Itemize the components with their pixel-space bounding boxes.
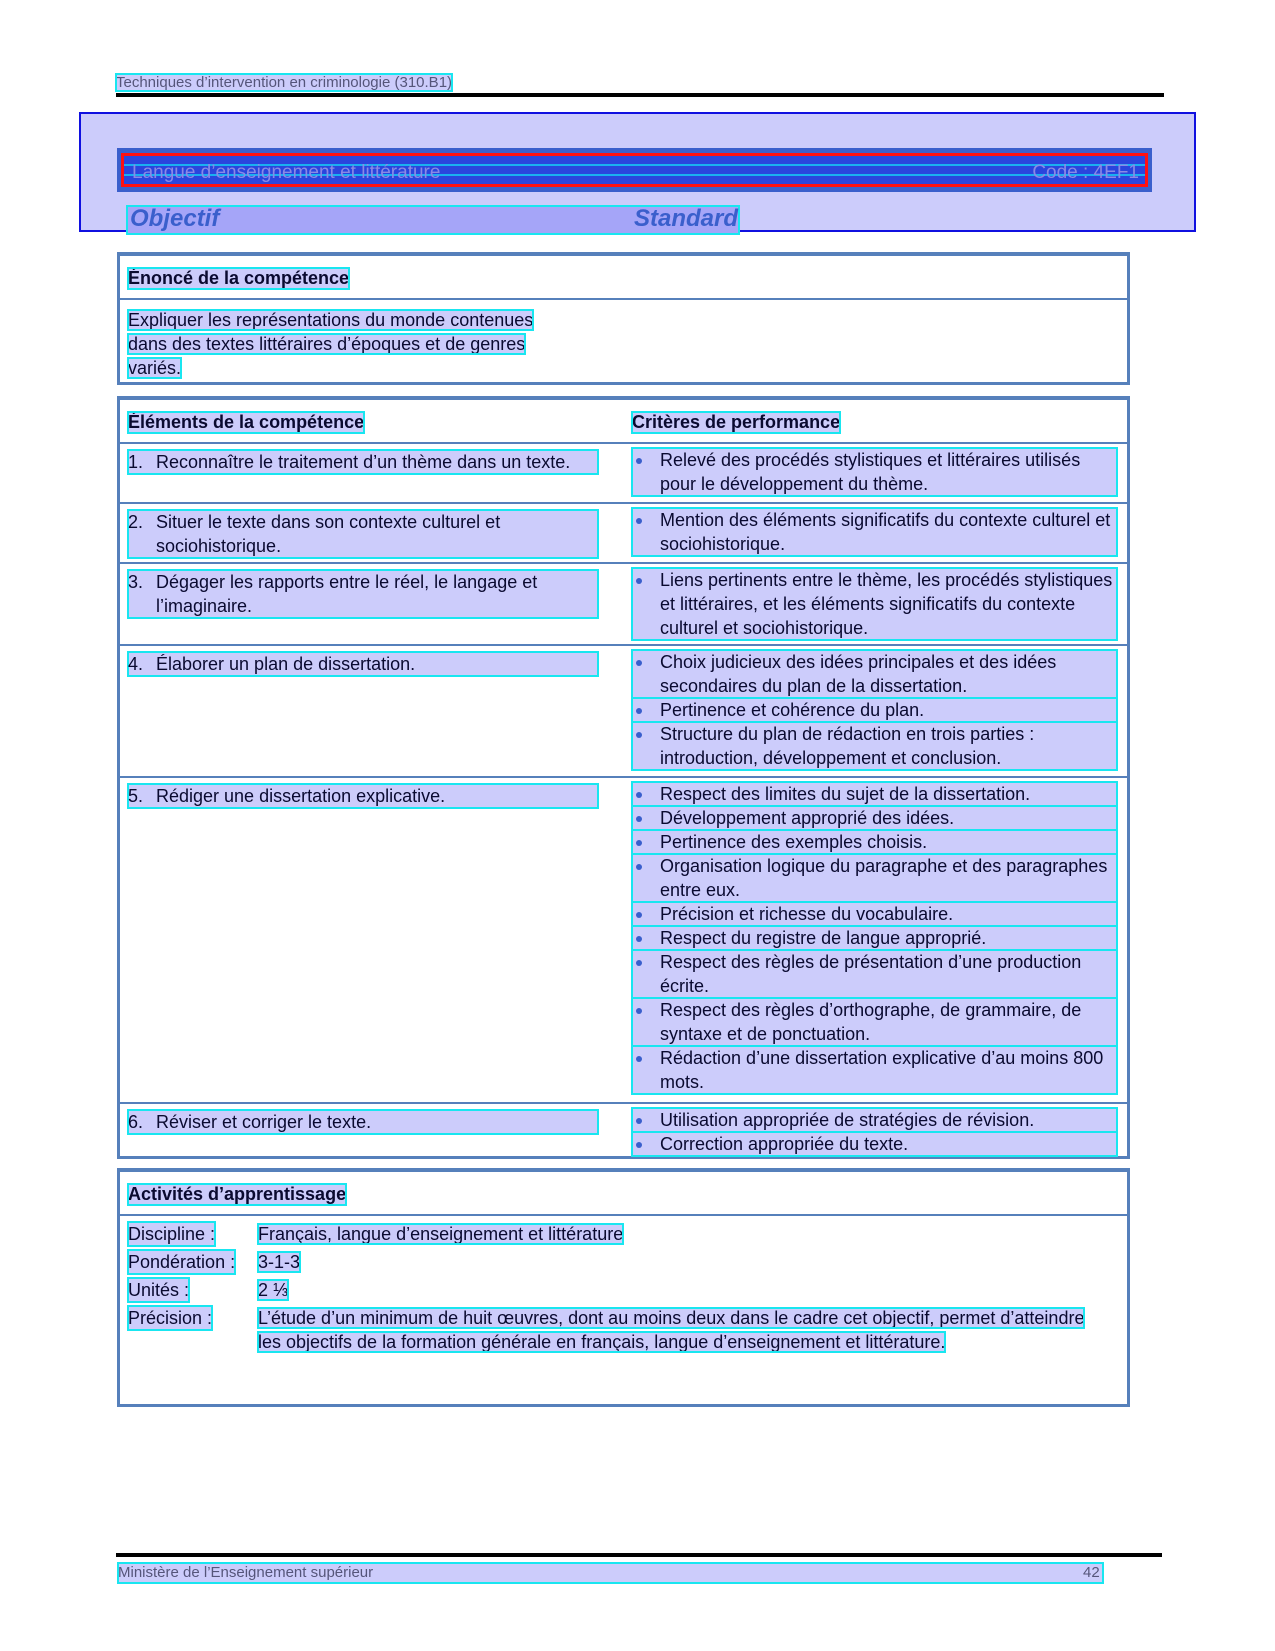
bullet-icon [636,912,642,918]
bullet-icon [636,1056,642,1062]
table-row: 4. Élaborer un plan de dissertation. Choix judicieux des idées principales et des idées secondaires du plan de la dissertation. Pertinence et cohérence du plan. Structure du plan de rédaction en trois parties : introduction, développement et conclusion. [120,644,1127,776]
bullet-icon [636,708,642,714]
bullet-icon [636,792,642,798]
table-row: 5. Rédiger une dissertation explicative. Respect des limites du sujet de la dissertation. Développement approprié des idées. Pertinence des exemples choisis. Organisation logique du paragraphe et des paragraphes entre eux. Précision et richesse du vocabulaire. Respect du registre de langue approprié. Respect des règles de présentation d’une production écrite. Respect des règles d’orthographe, de grammaire, de syntaxe et de ponctuation. Rédaction d’une dissertation explicative d’au moins 800 mots. [120,776,1127,1102]
running-header-program: Techniques d’intervention en criminologie (310.B1) [116,74,453,91]
activity-row-discipline: Discipline : Français, langue d’enseignement et littérature [128,1224,624,1244]
criterion: Organisation logique du paragraphe et des paragraphes entre eux. [632,854,1117,902]
activity-row-unites: Unités : 2 ⅓ [128,1280,289,1300]
bullet-icon [636,1118,642,1124]
standard-label: Standard [634,205,739,232]
criterion: Respect des limites du sujet de la dissertation. [632,782,1117,806]
criterion: Précision et richesse du vocabulaire. [632,902,1117,926]
criterion: Développement approprié des idées. [632,806,1117,830]
bullet-icon [636,660,642,666]
criterion: Structure du plan de rédaction en trois parties : introduction, développement et conclusion. [632,722,1117,770]
criterion: Rédaction d’une dissertation explicative d’au moins 800 mots. [632,1046,1117,1094]
table-row: 3. Dégager les rapports entre le réel, le langage et l’imaginaire. Liens pertinents entre le thème, les procédés stylistiques et littéraires, et les éléments significatifs du contexte culturel et sociohistorique. [120,562,1127,644]
bullet-icon [636,1008,642,1014]
enonce-table [117,252,1130,385]
objectif-standard-row [128,207,738,233]
criterion: Utilisation appropriée de stratégies de révision. [632,1108,1117,1132]
criterion: Mention des éléments significatifs du contexte culturel et sociohistorique. [632,508,1117,556]
bullet-icon [636,960,642,966]
footer-ministry: Ministère de l’Enseignement supérieur [118,1564,374,1581]
criterion: Respect des règles de présentation d’une production écrite. [632,950,1117,998]
table-row: 2. Situer le texte dans son contexte culturel et sociohistorique. Mention des éléments significatifs du contexte culturel et sociohistorique. [120,502,1127,562]
bullet-icon [636,732,642,738]
bullet-icon [636,518,642,524]
criterion: Pertinence et cohérence du plan. [632,698,1117,722]
bullet-icon [636,936,642,942]
criterion: Respect des règles d’orthographe, de grammaire, de syntaxe et de ponctuation. [632,998,1117,1046]
footer-rule [116,1553,1162,1557]
criterion: Relevé des procédés stylistiques et littéraires utilisés pour le développement du thème. [632,448,1117,496]
course-title-frame [121,153,1148,187]
objectif-label: Objectif [130,205,220,232]
criterion: Liens pertinents entre le thème, les procédés stylistiques et littéraires, et les éléments significatifs du contexte culturel et sociohistorique. [632,568,1117,640]
bullet-icon [636,816,642,822]
bullet-icon [636,1142,642,1148]
table-row: 6. Réviser et corriger le texte. Utilisation appropriée de stratégies de révision. Correction appropriée du texte. [120,1102,1127,1160]
criterion: Respect du registre de langue approprié. [632,926,1117,950]
bullet-icon [636,864,642,870]
activities-heading: Activités d’apprentissage [128,1184,347,1204]
table-row: 1. Reconnaître le traitement d’un thème dans un texte. Relevé des procédés stylistiques et littéraires utilisés pour le développement du thème. [120,442,1127,502]
enonce-text: Expliquer les représentations du monde contenues dans des textes littéraires d’époques et de genres variés. [128,310,534,378]
bullet-icon [636,458,642,464]
course-code: Code : 4EF1 [1032,162,1139,183]
activities-table [117,1168,1130,1407]
course-name: Langue d’enseignement et littérature [132,162,441,183]
bullet-icon [636,840,642,846]
header-rule [116,93,1164,97]
page-number: 42 [1083,1564,1100,1581]
enonce-heading: Énoncé de la compétence [128,268,350,288]
activity-row-ponderation: Pondération : 3-1-3 [128,1252,301,1272]
activity-row-precision: Précision : L’étude d’un minimum de huit œuvres, dont au moins deux dans le cadre cet objectif, permet d’atteindre les objectifs de la formation générale en français, langue d’enseignement et littérature. [128,1308,1085,1352]
criterion: Choix judicieux des idées principales et des idées secondaires du plan de la dissertation. [632,650,1117,698]
elements-table [117,396,1130,1159]
criterion: Correction appropriée du texte. [632,1132,1117,1156]
criteria-heading: Critères de performance [632,412,841,432]
criterion: Pertinence des exemples choisis. [632,830,1117,854]
bullet-icon [636,578,642,584]
elements-heading: Éléments de la compétence [128,412,365,432]
course-title-band [117,148,1152,192]
